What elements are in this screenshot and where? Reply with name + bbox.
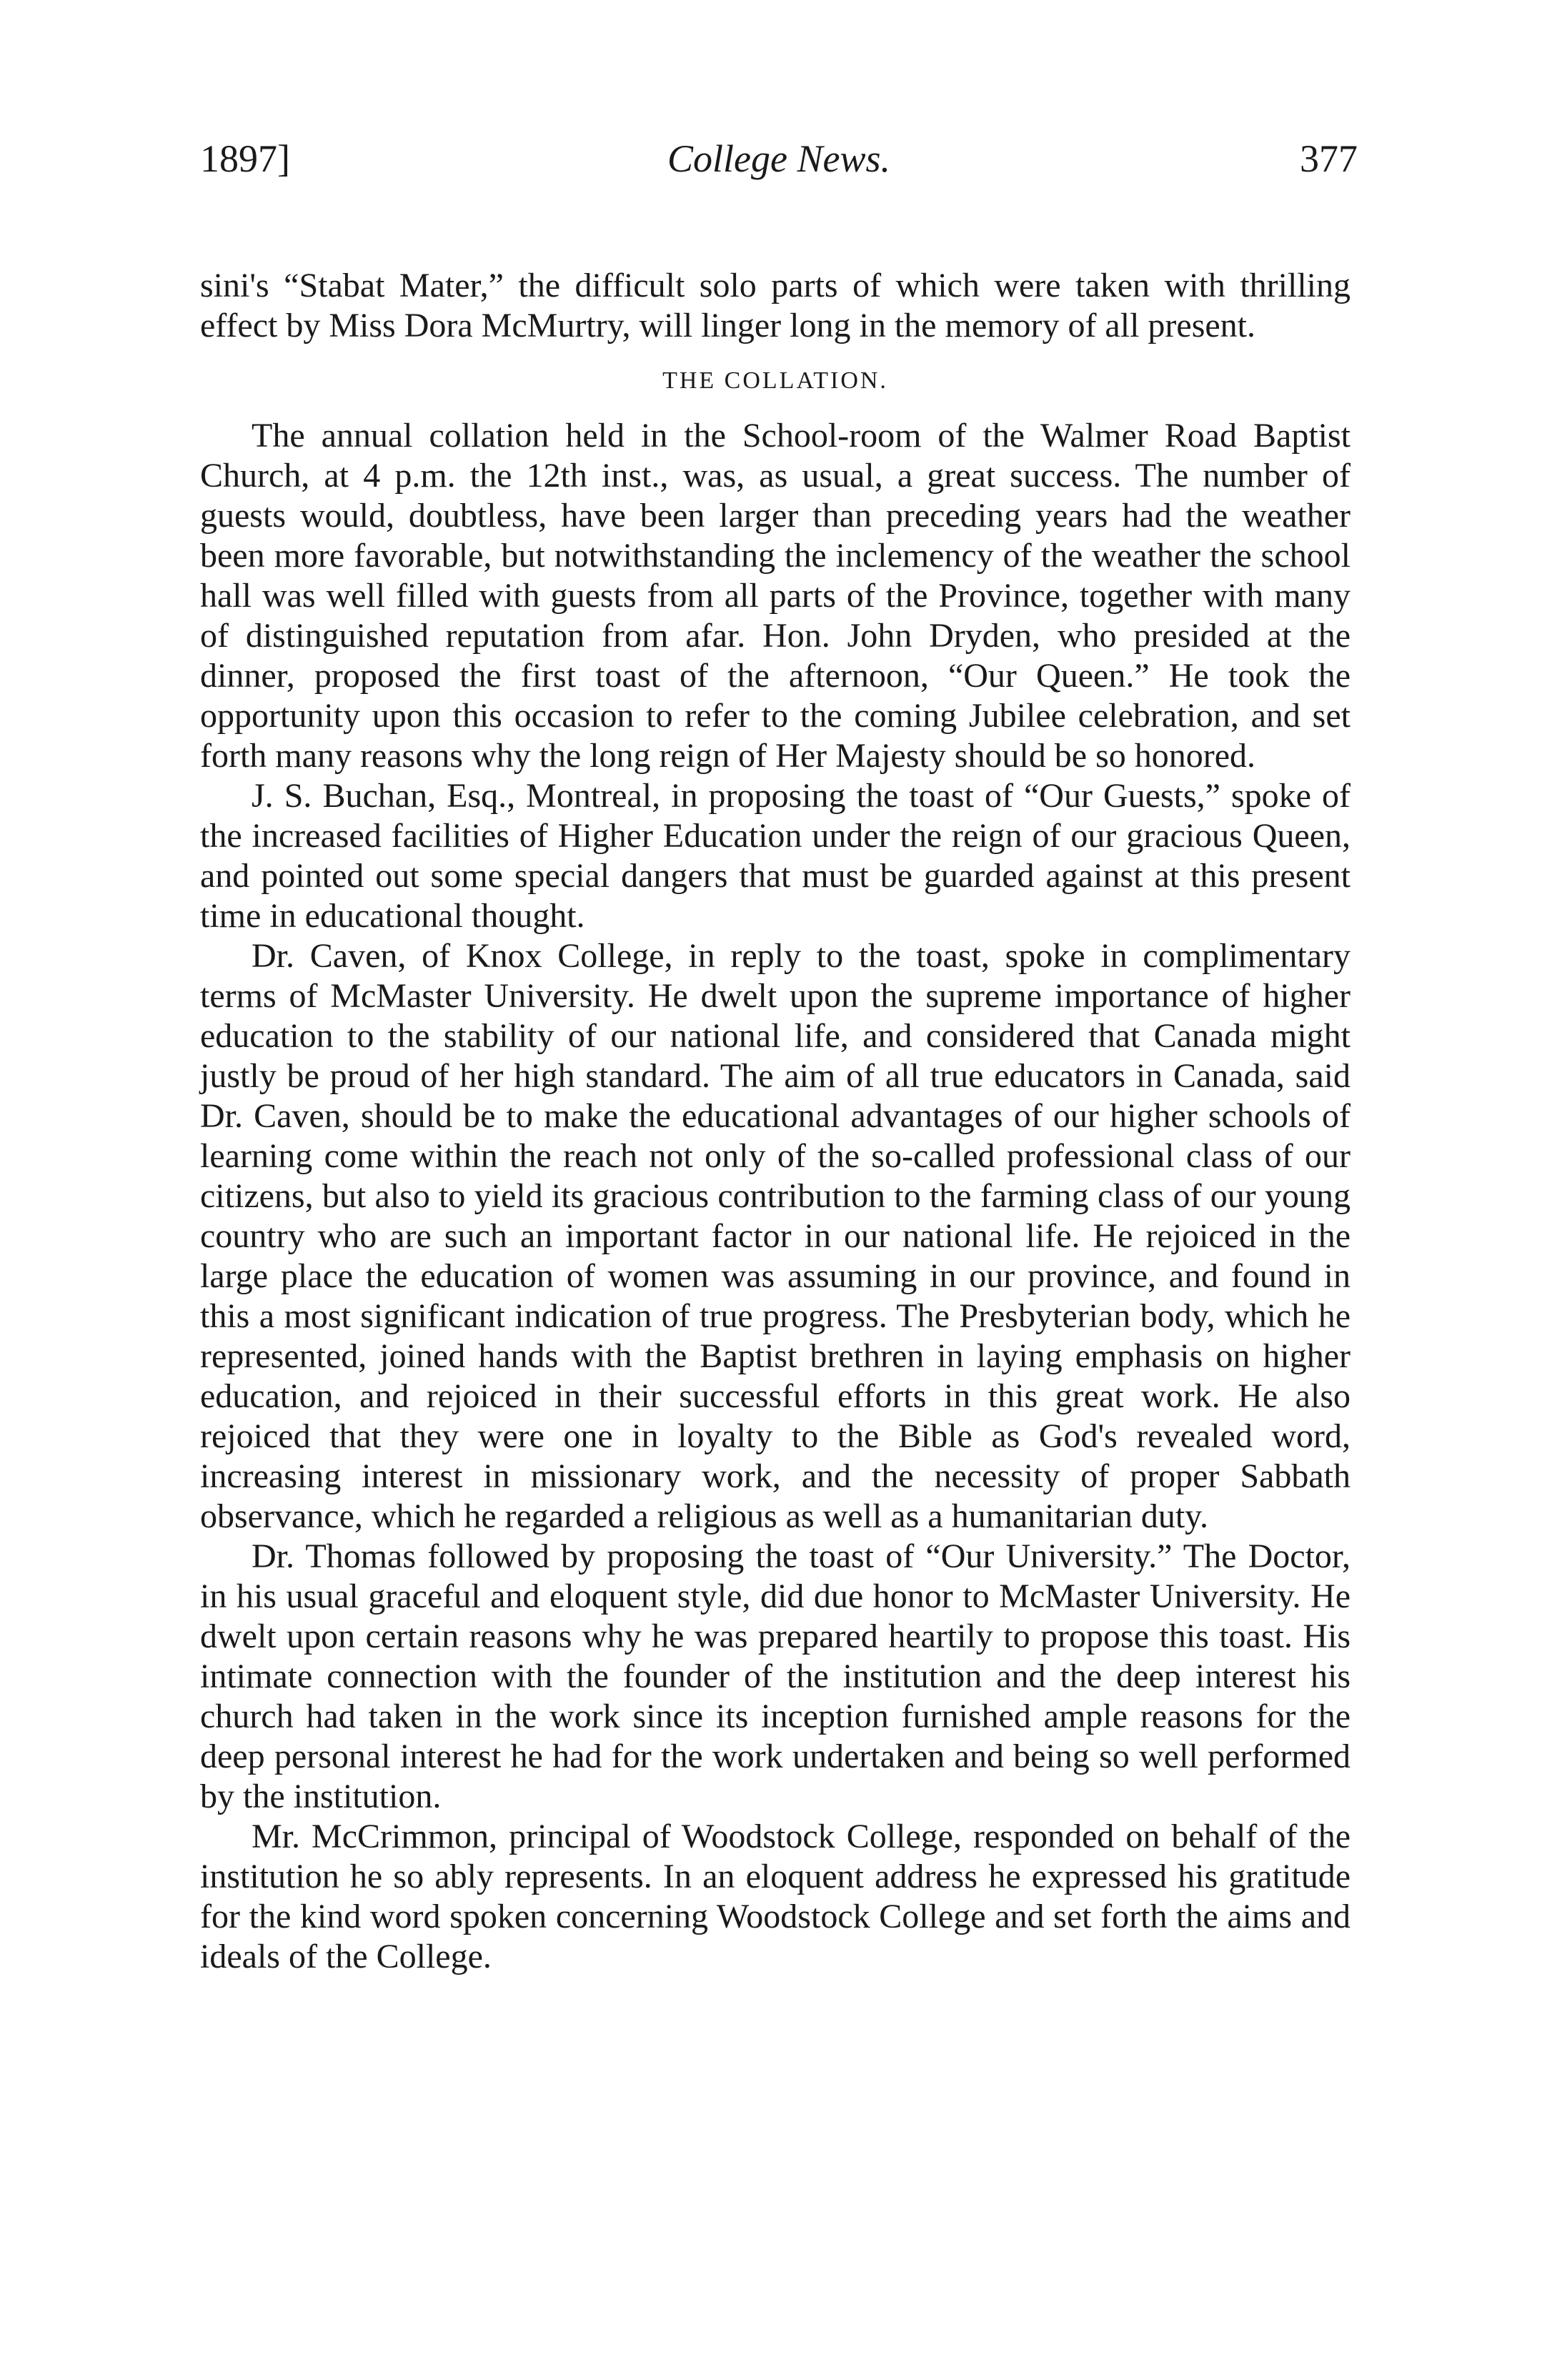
paragraph: The annual collation held in the School-room of the Walmer Road Baptist Church, at 4 p.m. the 12th inst., was, as usual, a great success. The number of guests would, doubtless, have been larger than preceding years had the weather been more favorable, but notwithstanding the inclemency of the weather the school hall was well filled with guests from all parts of the Province, together with many of distinguished reputation from afar. Hon. John Dryden, who presided at the dinner, proposed the first toast of the afternoon, “Our Queen.” He took the opportunity upon this occasion to refer to the coming Jubilee celebration, and set forth many reasons why the long reign of Her Majesty should be so honored.	[200, 417, 1350, 775]
header-year: 1897]	[200, 137, 290, 180]
header-title: College News.	[667, 137, 890, 180]
article-body	[200, 266, 1350, 1977]
paragraph: Dr. Thomas followed by proposing the toast of “Our University.” The Doctor, in his usual graceful and eloquent style, did due honor to McMaster University. He dwelt upon certain reasons why he was prepared heartily to propose this toast. His intimate connection with the founder of the institution and the deep interest his church had taken in the work since its inception furnished ample reasons for the deep personal interest he had for the work undertaken and being so well performed by the institution.	[200, 1537, 1350, 1815]
page-number: 377	[1300, 137, 1358, 180]
paragraph: Mr. McCrimmon, principal of Woodstock College, responded on behalf of the institution he so ably represents. In an eloquent address he expressed his gratitude for the kind word spoken concerning Woodstock College and set forth the aims and ideals of the College.	[200, 1818, 1350, 1975]
section-heading: THE COLLATION.	[662, 367, 888, 394]
running-head	[200, 130, 1358, 187]
paragraph-continuation: sini's “Stabat Mater,” the difficult solo parts of which were taken with thrilling effect by Miss Dora McMurtry, will linger long in the memory of all present.	[200, 267, 1350, 344]
paragraph: J. S. Buchan, Esq., Montreal, in proposing the toast of “Our Guests,” spoke of the increased facilities of Higher Education under the reign of our gracious Queen, and pointed out some special dangers that must be guarded against at this present time in educational thought.	[200, 777, 1350, 935]
paragraph: Dr. Caven, of Knox College, in reply to the toast, spoke in complimentary terms of McMaster University. He dwelt upon the supreme importance of higher education to the stability of our national life, and considered that Canada might justly be proud of her high standard. The aim of all true educators in Canada, said Dr. Caven, should be to make the educational advantages of our higher schools of learning come within the reach not only of the so-called professional class of our citizens, but also to yield its gracious contribution to the farming class of our young country who are such an important factor in our national life. He rejoiced in the large place the education of women was assuming in our province, and found in this a most significant indication of true progress. The Presbyterian body, which he represented, joined hands with the Baptist brethren in laying emphasis on higher education, and rejoiced in their successful efforts in this great work. He also rejoiced that they were one in loyalty to the Bible as God's revealed word, increasing interest in missionary work, and the necessity of proper Sabbath observance, which he regarded a religious as well as a humanitarian duty.	[200, 937, 1350, 1535]
